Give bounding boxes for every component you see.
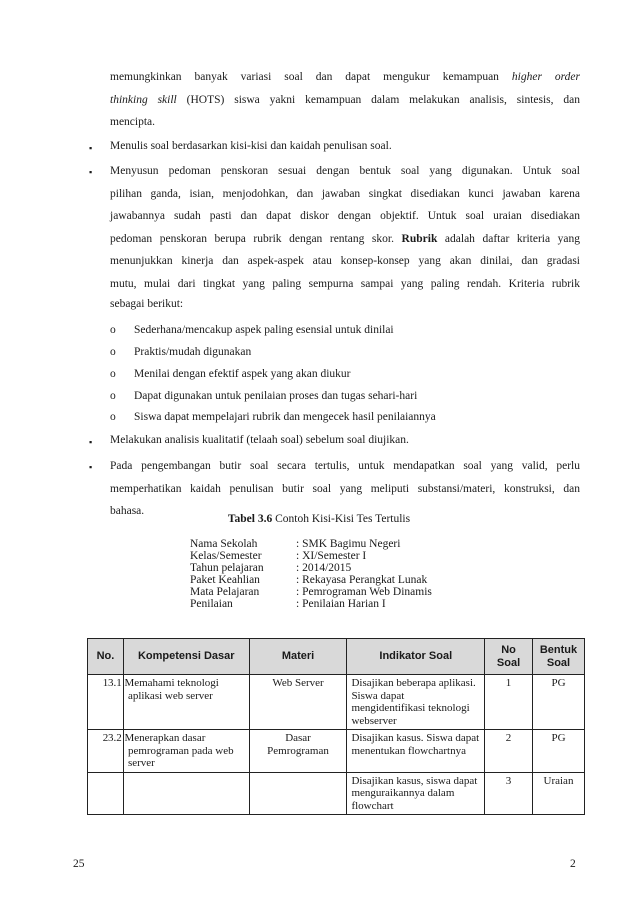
table-caption	[0, 513, 638, 525]
info-value: : 2014/2015	[296, 562, 352, 574]
cell-kompetensi: 3.2 Menerapkan dasar pemrograman pada web server	[123, 730, 249, 773]
sub-item-2: Praktis/mudah digunakan	[134, 346, 252, 358]
cell-no-soal: 3	[485, 772, 533, 815]
sub-item-5: Siswa dapat mempelajari rubrik dan mengecek hasil penilaiannya	[134, 411, 436, 423]
bullet-marker-3: ▪	[89, 437, 93, 447]
header-materi: Materi	[249, 639, 347, 675]
table-row	[88, 772, 585, 815]
bullet-marker-4: ▪	[89, 462, 93, 472]
sub-marker-4: o	[110, 390, 116, 402]
cell-no: 1	[88, 675, 124, 730]
info-key: Tahun pelajaran	[190, 562, 264, 574]
intro-line-2: thinking skill (HOTS) siswa yakni kemampuan dalam melakukan analisis, sintesis, dan	[110, 93, 581, 106]
cell-indikator: Disajikan kasus. Siswa dapat menentukan flowchartnya	[347, 730, 485, 773]
cell-bentuk: PG	[532, 730, 584, 773]
b2-line-3: jawabannya sudah pasti dan dapat diskor dengan objektif. Untuk soal uraian disediakan	[110, 210, 580, 223]
info-value: : XI/Semester I	[296, 550, 367, 562]
b2-line-5: menunjukkan kinerja dan aspek-aspek atau konsep-konsep yang akan dinilai, dan gradasi	[110, 255, 580, 268]
sub-marker-3: o	[110, 368, 116, 380]
sub-item-1: Sederhana/mencakup aspek paling esensial untuk dinilai	[134, 324, 394, 336]
header-kompetensi: Kompetensi Dasar	[123, 639, 249, 675]
cell-materi: Web Server	[249, 675, 347, 730]
intro-line-3: mencipta.	[110, 116, 156, 129]
cell-no-soal: 1	[485, 675, 533, 730]
table-header-row	[88, 639, 585, 675]
bullet-1-text: Menulis soal berdasarkan kisi-kisi dan kaidah penulisan soal.	[110, 140, 392, 152]
cell-no	[88, 772, 124, 815]
intro-italic-1: higher order	[511, 71, 580, 83]
info-value: : SMK Bagimu Negeri	[296, 538, 401, 550]
cell-no-soal: 2	[485, 730, 533, 773]
intro-paragraph	[110, 66, 580, 134]
b2-line-4: pedoman penskoran berupa rubrik dengan rentang skor. Rubrik adalah daftar kriteria yang	[110, 232, 581, 245]
sub-marker-2: o	[110, 346, 116, 358]
b2-line-7: sebagai berikut:	[110, 297, 184, 310]
page-number-left: 25	[73, 858, 85, 870]
sub-marker-1: o	[110, 324, 116, 336]
sub-marker-5: o	[110, 411, 116, 423]
b2-line-6: mutu, mulai dari tingkat yang paling sempurna sampai yang paling rendah. Kriteria rubrik	[110, 277, 580, 290]
cell-bentuk: PG	[532, 675, 584, 730]
b4-line-3: bahasa.	[110, 505, 145, 518]
info-value: : Pemrograman Web Dinamis	[296, 586, 432, 598]
bullet-marker-2: ▪	[89, 167, 93, 177]
sub-item-4: Dapat digunakan untuk penilaian proses dan tugas sehari-hari	[134, 390, 418, 402]
intro-italic-2: thinking skill	[110, 93, 177, 106]
info-value: : Penilaian Harian I	[296, 598, 386, 610]
sub-item-3: Menilai dengan efektif aspek yang akan diukur	[134, 368, 351, 380]
caption-label: Tabel 3.6	[227, 513, 273, 525]
bullet-marker-1: ▪	[89, 143, 93, 153]
kisi-kisi-table	[87, 638, 585, 815]
info-key: Penilaian	[190, 598, 233, 610]
header-bentuk-soal: Bentuk Soal	[532, 639, 584, 675]
cell-kompetensi: 3.1 Memahami teknologi aplikasi web server	[123, 675, 249, 730]
caption-text: Contoh Kisi-Kisi Tes Tertulis	[275, 513, 411, 525]
header-no: No.	[88, 639, 124, 675]
info-value: : Rekayasa Perangkat Lunak	[296, 574, 428, 586]
info-key: Mata Pelajaran	[190, 586, 260, 598]
cell-materi	[249, 772, 347, 815]
cell-kompetensi	[123, 772, 249, 815]
b2-line-2: pilihan ganda, isian, menjodohkan, dan jawaban singkat disediakan kunci jawaban karena	[110, 187, 580, 200]
bullet-3-text: Melakukan analisis kualitatif (telaah soal) sebelum soal diujikan.	[110, 434, 409, 446]
cell-no: 2	[88, 730, 124, 773]
table-row	[88, 675, 585, 730]
intro-line-1: memungkinkan banyak variasi soal dan dapat mengukur kemampuan higher order	[110, 71, 580, 83]
bullet-2-paragraph	[110, 160, 580, 312]
cell-bentuk: Uraian	[532, 772, 584, 815]
table-row	[88, 730, 585, 773]
info-key: Kelas/Semester	[190, 550, 262, 562]
cell-indikator: Disajikan kasus, siswa dapat menguraikannya dalam flowchart	[347, 772, 485, 815]
b2-line-1: Menyusun pedoman penskoran sesuai dengan bentuk soal yang digunakan. Untuk soal	[110, 165, 580, 177]
b4-line-2: memperhatikan kaidah penulisan butir soal yang meliputi substansi/materi, konstruksi, dan	[110, 482, 580, 495]
b4-line-1: Pada pengembangan butir soal secara tertulis, untuk mendapatkan soal yang valid, perlu	[110, 460, 580, 472]
info-key: Paket Keahlian	[190, 574, 260, 586]
header-no-soal: No Soal	[485, 639, 533, 675]
cell-indikator: Disajikan beberapa aplikasi. Siswa dapat mengidentifikasi teknologi webserver	[347, 675, 485, 730]
page-number-right: 2	[570, 858, 576, 870]
info-key: Nama Sekolah	[190, 538, 258, 550]
rubrik-bold: Rubrik	[401, 232, 438, 245]
cell-materi: Dasar Pemrograman	[249, 730, 347, 773]
header-indikator: Indikator Soal	[347, 639, 485, 675]
